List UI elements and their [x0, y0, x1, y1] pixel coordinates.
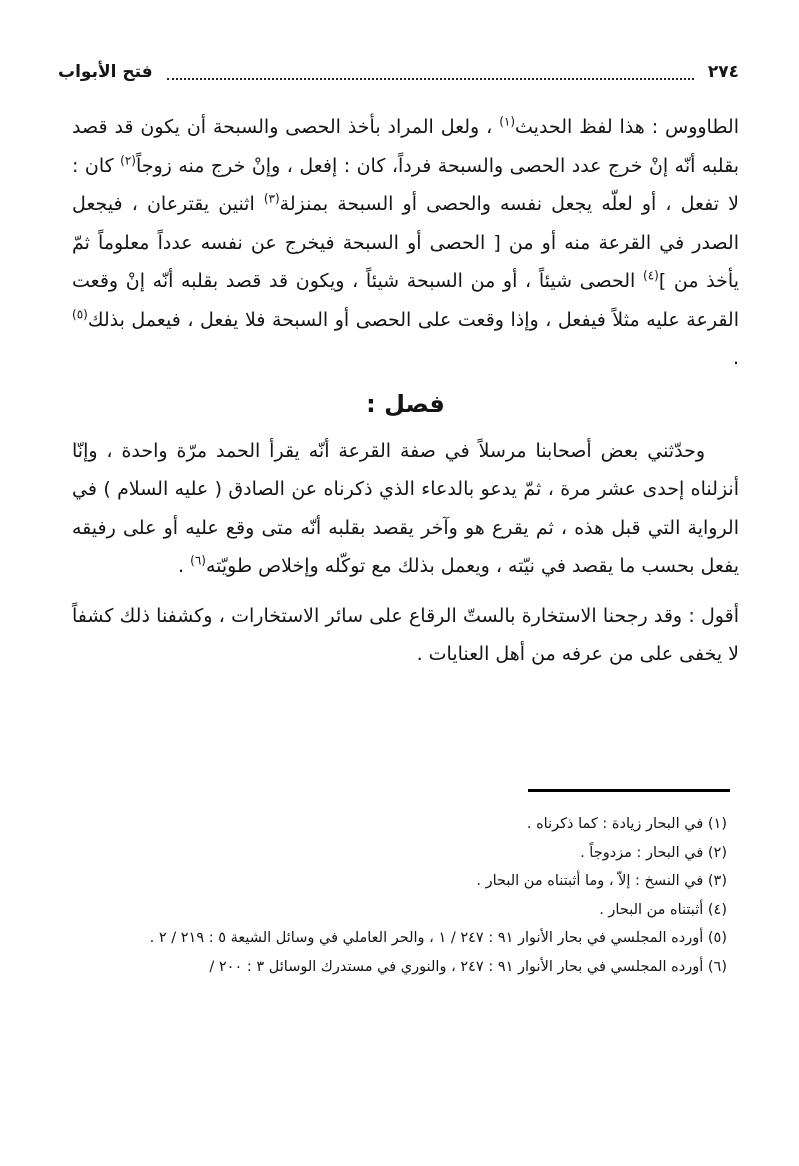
paragraph-text: الطاووس : هذا لفظ الحديث: [515, 116, 739, 138]
footnote-item: (١) في البحار زيادة : كما ذكرناه .: [526, 816, 727, 832]
header-dot-leader: [167, 64, 694, 80]
footnote-marker: (٢): [120, 153, 136, 168]
paragraph-text: أقول : وقد رجحنا الاستخارة بالستّ الرقاع على سائر الاستخارات ، وكشفنا ذلك كشفاً لا يخفى على من عرفه من أهل العنايات .: [72, 604, 739, 665]
paragraph-text: الحصى شيئاً ، أو من السبحة شيئاً ، ويكون قد قصد بقلبه أنّه إنْ وقعت القرعة عليه مثلاً فيفعل ، وإذا وقعت على الحصى أو السبحة فلا يفعل ، فيعمل بذلك: [72, 270, 739, 331]
paragraph-text: .: [732, 347, 739, 369]
footnote-separator: [528, 789, 730, 792]
paragraph-text: كان : لا تفعل ، أو لعلّه يجعل نفسه والحصى أو السبحة بمنزلة: [72, 154, 739, 215]
paragraph-text: اثنين يقترعان ، فيجعل الصدر في القرعة منه أو من [ الحصى أو السبحة فيخرج عن نفسه عدداً معلوماً ثمّ يأخذ من ]: [72, 193, 740, 292]
body-paragraph: [72, 108, 739, 378]
paragraph-text: ، ولعل المراد بأخذ الحصى والسبحة أن يكون قد قصد بقلبه أنّه إنْ خرج عدد الحصى والسبحة فرداً، كان : إفعل ، وإنْ خرج منه زوجاً: [72, 116, 739, 177]
paragraph-text: وحدّثني بعض أصحابنا مرسلاً في صفة القرعة أنّه يقرأ الحمد مرّة واحدة ، وإنّا أنزلناه إحدى عشر مرة ، ثمّ يدعو بالدعاء الذي ذكرناه عن الصادق ( عليه السلام ) في الرواية التي قبل هذه ، ثم يقرع هو وآخر يقصد بقلبه أنّه متى وقع عليه أو على رفيقه يفعل بحسب ما يقصد في نيّته ، ويعمل بذلك مع توكّله وإخلاص طويّته: [72, 439, 739, 577]
footnote-marker: (١): [499, 114, 516, 129]
footnote-marker: (٣): [263, 191, 280, 206]
page-number: ٢٧٤: [707, 62, 739, 82]
running-header: [58, 52, 739, 92]
main-text: [72, 108, 739, 674]
footnote-marker: (٤): [643, 268, 659, 283]
section-heading: فصل :: [366, 389, 445, 418]
paragraph-text: .: [178, 555, 191, 577]
footnote-item: (٣) في النسخ : إلاّ ، وما أثبتناه من البحار .: [476, 873, 727, 890]
paragraph-gap: [72, 586, 739, 597]
footnote-item: (٢) في البحار : مزدوجاً .: [580, 844, 727, 861]
footnote-marker: (٦): [190, 553, 206, 568]
footnote-marker: (٥): [72, 307, 88, 322]
footnote-item: (٥) أورده المجلسي في بحار الأنوار ٩١ : ٢٤٧ / ١ ، والحر العاملي في وسائل الشيعة ٥ : ٢١٩ / ٢ .: [149, 930, 727, 947]
body-paragraph: [72, 432, 739, 586]
footnotes: [72, 810, 727, 982]
body-paragraph: [72, 597, 739, 674]
footnote-item: (٤) أثبتناه من البحار .: [599, 901, 727, 918]
footnote-item: (٦) أورده المجلسي في بحار الأنوار ٩١ : ٢٤٧ ، والنوري في مستدرك الوسائل ٣ : ٢٠٠ /: [209, 958, 727, 975]
chapter-title: فتح الأبواب: [58, 62, 153, 82]
